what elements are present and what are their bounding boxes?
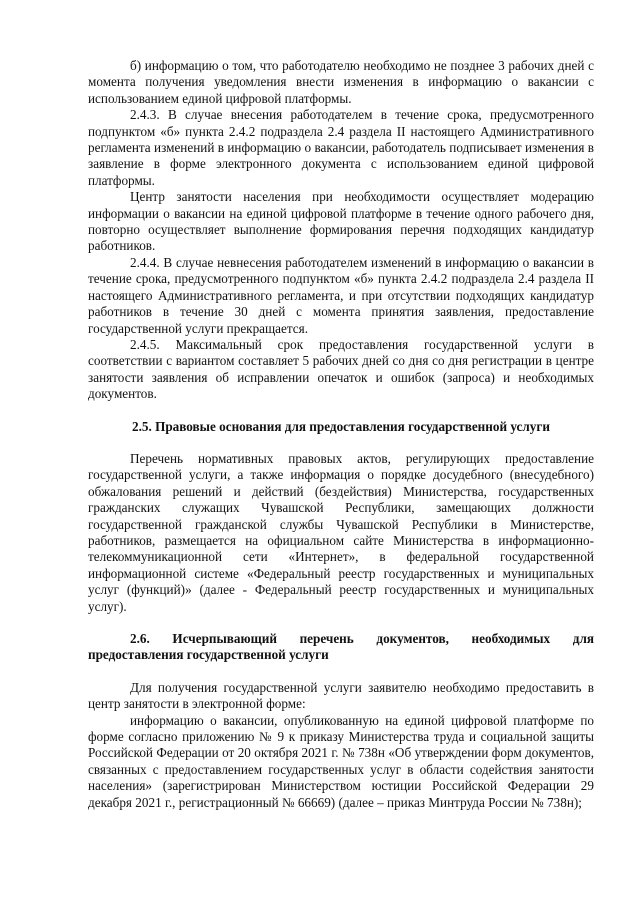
paragraph-2-4-3: 2.4.3. В случае внесения работодателем в течение срока, предусмотренного подпунктом «б» пункта 2.4.2 подраздела 2.4 раздела II настоящего Административного регламента изменений в информацию о вакансии, работодатель подписывает изменения в заявление в форме электронного документа с использованием единой цифровой платформы. [88,107,594,188]
document-page [88,58,594,811]
section-2-6-intro: Для получения государственной услуги заявителю необходимо предоставить в центр занятости в электронной форме: [88,679,594,712]
paragraph-moderation: Центр занятости населения при необходимости осуществляет модерацию информации о вакансии на единой цифровой платформе в течение одного рабочего дня, повторно осуществляет выполнение формирования перечня подходящих кандидатур работников. [88,189,594,254]
paragraph-b-info: б) информацию о том, что работодателю необходимо не позднее 3 рабочих дней с момента получения уведомления внести изменения в информацию о вакансии с использованием единой цифровой платформы. [88,58,594,106]
paragraph-2-4-4: 2.4.4. В случае невнесения работодателем изменений в информацию о вакансии в течение срока, предусмотренного подпунктом «б» пункта 2.4.2 подраздела 2.4 раздела II настоящего Административного регламента, и при отсутствии подходящих кандидатур работников в течение 30 дней с момента принятия заявления, предоставление государственной услуги прекращается. [88,254,594,336]
section-2-5-text: Перечень нормативных правовых актов, регулирующих предоставление государственной услуги, а также информация о порядке досудебного (внесудебного) обжалования решений и действий (бездействия) Министерства, государственных гражданских служащих Чувашской Республики, замещающих должности государственной гражданской службы Чувашской Республики в Министерстве, работников, размещается на официальном сайте Министерства в информационно-телекоммуникационной сети «Интернет», в федеральной государственной информационной системе «Федеральный реестр государственных и муниципальных услуг (функций)» (далее - Федеральный реестр государственных и муниципальных услуг). [88,450,594,614]
section-2-6-item: информацию о вакансии, опубликованную на единой цифровой платформе по форме согласно приложению № 9 к приказу Министерства труда и социальной защиты Российской Федерации от 20 октября 2021 г. № 738н «Об утверждении форм документов, связанных с предоставлением государственных услуг в области содействия занятости населения» (зарегистрирован Министерством юстиции Российской Федерации 29 декабря 2021 г., регистрационный № 66669) (далее – приказ Минтруда России № 738н); [88,712,594,810]
paragraph-2-4-5: 2.4.5. Максимальный срок предоставления государственной услуги в соответствии с вариантом составляет 5 рабочих дней со дня со дня регистрации в центре занятости заявления об исправлении опечаток и ошибок (запроса) и необходимых документов. [88,336,594,402]
section-2-6-heading: 2.6. Исчерпывающий перечень документов, необходимых для предоставления государственной услуги [88,631,594,663]
section-2-5-heading: 2.5. Правовые основания для предоставления государственной услуги [132,418,550,434]
